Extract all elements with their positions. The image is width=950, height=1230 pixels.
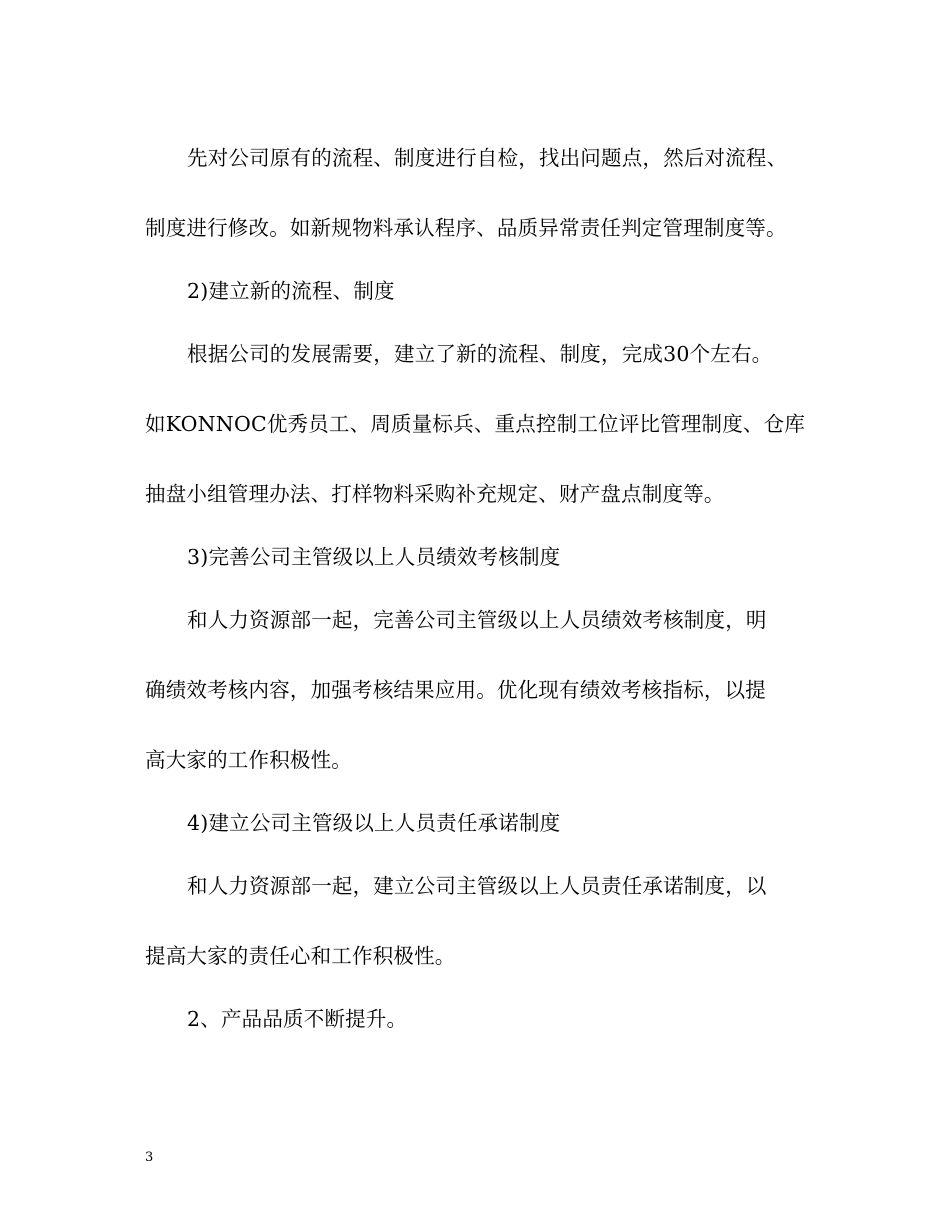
paragraph-line: 确绩效考核内容，加强考核结果应用。优化现有绩效考核指标，以提 — [145, 678, 766, 702]
section-heading: 2、产品品质不断提升。 — [187, 1007, 408, 1031]
section-heading: 2)建立新的流程、制度 — [187, 279, 395, 303]
paragraph-line: 和人力资源部一起，完善公司主管级以上人员绩效考核制度，明 — [187, 608, 767, 632]
section-heading: 4)建立公司主管级以上人员责任承诺制度 — [187, 811, 561, 835]
page-number: 3 — [145, 1150, 154, 1165]
paragraph-line: 高大家的工作积极性。 — [145, 748, 352, 772]
section-heading: 3)完善公司主管级以上人员绩效考核制度 — [187, 545, 561, 569]
paragraph-line: 和人力资源部一起，建立公司主管级以上人员责任承诺制度，以 — [187, 874, 767, 898]
paragraph-line: 提高大家的责任心和工作积极性。 — [145, 944, 456, 968]
paragraph-line: 根据公司的发展需要，建立了新的流程、制度，完成30个左右。 — [187, 342, 773, 366]
paragraph-line: 如KONNOC优秀员工、周质量标兵、重点控制工位评比管理制度、仓库 — [145, 412, 806, 436]
paragraph-line: 先对公司原有的流程、制度进行自检，找出问题点，然后对流程、 — [187, 146, 788, 170]
paragraph-line: 抽盘小组管理办法、打样物料采购补充规定、财产盘点制度等。 — [145, 482, 725, 506]
paragraph-line: 制度进行修改。如新规物料承认程序、品质异常责任判定管理制度等。 — [145, 216, 787, 240]
